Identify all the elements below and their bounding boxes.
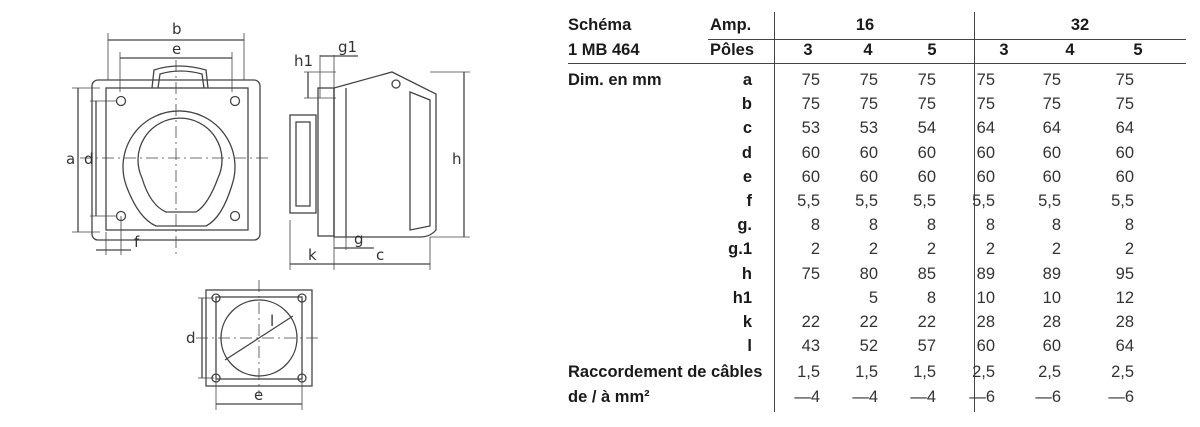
pole-count: 5 [1133,41,1143,59]
table-cell: 64 [1115,119,1134,138]
cutout-dim-label-d: d [186,329,196,347]
cable-max-size: —4 [852,387,878,406]
dim-label-a: a [66,150,76,168]
cable-max-size: —6 [1108,387,1134,406]
table-cell: 60 [859,143,878,162]
cable-min-size: 1,5 [913,363,936,382]
row-key: h [741,264,752,283]
table-cell: 60 [859,167,878,186]
model-number: 1 MB 464 [568,41,640,59]
table-cell: 5,5 [797,192,820,210]
dim-label-f: f [134,233,140,251]
table-cell: 75 [917,95,936,114]
table-cell: 28 [1115,313,1134,331]
front-view [72,33,272,255]
cable-min-size: 1,5 [797,363,820,382]
row-key: a [742,71,752,89]
table-cell: 75 [976,71,995,89]
table-cell: 2 [1124,240,1134,259]
amp-label: Amp. [710,16,752,34]
table-cell: 22 [917,313,936,331]
dim-label-e: e [172,40,182,58]
technical-drawing [0,0,560,427]
table-cell: 75 [1115,71,1134,89]
row-key: g.1 [728,240,752,259]
table-cell: 8 [1124,216,1134,235]
table-cell: 2 [926,240,936,259]
table-cell: 60 [1042,337,1061,356]
cable-max-size: —6 [1035,387,1061,406]
table-cell: 5 [868,288,878,307]
table-cell: 60 [917,143,936,162]
pole-count: 3 [999,41,1009,59]
table-cell: 22 [859,313,878,331]
cables-label-line1: Raccordement de câbles [568,363,763,382]
dim-label-g: g [354,230,364,248]
table-cell: 2 [985,240,995,259]
dim-label-c: c [376,246,385,264]
table-cell: 60 [1042,167,1061,186]
dim-label-h1: h1 [294,52,314,70]
pole-count: 5 [927,41,937,59]
cutout-dim-label-e: e [254,386,264,404]
table-cell: 53 [859,119,878,138]
table-cell: 75 [801,264,820,283]
cable-min-size: 2,5 [972,363,995,382]
table-cell: 80 [859,264,878,283]
row-key: d [741,143,752,162]
table-cell: 60 [1115,143,1134,162]
table-cell: 75 [1042,95,1061,114]
table-cell: 60 [976,337,995,356]
row-key: f [746,192,752,210]
table-cell: 8 [868,216,878,235]
cable-max-size: —6 [969,387,995,406]
cable-max-size: —4 [910,387,936,406]
table-cell: 85 [917,264,936,283]
pole-count: 3 [803,41,813,59]
table-cell: 43 [801,337,820,356]
header-rule-bottom [568,63,1186,64]
row-key: k [742,313,752,331]
dim-label-l: l [270,312,275,330]
table-cell: 8 [926,288,936,307]
dim-label-d: d [84,150,94,168]
table-cell: 60 [801,143,820,162]
side-view [290,55,470,270]
cable-min-size: 2,5 [1038,363,1061,382]
table-cell: 64 [976,119,995,138]
dim-label-g1: g1 [338,38,358,56]
row-key: h1 [732,288,752,307]
table-cell: 89 [976,264,995,283]
pole-count: 4 [863,41,873,59]
schema-label: Schéma [568,16,632,34]
cable-min-size: 1,5 [855,363,878,382]
poles-label: Pôles [710,41,755,59]
table-cell: 60 [1042,143,1061,162]
table-cell: 75 [1115,95,1134,114]
table-cell: 75 [976,95,995,114]
table-cell: 12 [1115,288,1134,307]
table-cell: 75 [917,71,936,89]
cable-min-size: 2,5 [1111,363,1134,382]
table-cell: 5,5 [972,192,995,210]
row-key: g. [737,216,752,235]
dim-label-h: h [452,150,462,168]
table-cell: 8 [1051,216,1061,235]
table-cell: 95 [1115,264,1134,283]
table-cell: 57 [917,337,936,356]
table-cell: 53 [801,119,820,138]
dimension-table [568,12,1186,412]
table-cell: 22 [801,313,820,331]
table-cell: 5,5 [913,192,936,210]
table-cell: 8 [926,216,936,235]
table-cell: 8 [985,216,995,235]
table-cell: 5,5 [855,192,878,210]
row-key: c [742,119,752,138]
cables-label-line2: de / à mm² [568,387,650,406]
dim-label: Dim. en mm [568,71,662,89]
table-cell: 2 [868,240,878,259]
table-cell: 5,5 [1038,192,1061,210]
table-cell: 10 [976,288,995,307]
table-cell: 54 [917,119,936,138]
table-cell: 60 [801,167,820,186]
amp-group-16: 16 [855,16,875,34]
table-cell: 60 [976,143,995,162]
table-cell: 75 [801,71,820,89]
table-cell: 75 [801,95,820,114]
row-key: e [742,167,752,186]
table-cell: 60 [917,167,936,186]
table-cell: 60 [976,167,995,186]
table-cell: 64 [1115,337,1134,356]
table-cell: 2 [1051,240,1061,259]
dim-label-b: b [172,20,182,38]
amp-group-32: 32 [1070,16,1090,34]
table-cell: 60 [1115,167,1134,186]
table-cell: 28 [976,313,995,331]
table-cell: 64 [1042,119,1061,138]
table-cell: 5,5 [1111,192,1134,210]
table-cell: 10 [1042,288,1061,307]
table-cell: 75 [859,71,878,89]
table-cell: 8 [810,216,820,235]
table-cell: 89 [1042,264,1061,283]
table-cell: 75 [1042,71,1061,89]
table-cell: 52 [859,337,878,356]
table-cell: 75 [859,95,878,114]
row-key: b [741,95,752,114]
pole-count: 4 [1065,41,1075,59]
header-rule-top [708,39,1186,40]
table-cell: 28 [1042,313,1061,331]
cable-max-size: —4 [794,387,820,406]
row-key: l [747,337,752,356]
dim-label-k: k [308,246,317,264]
table-cell: 2 [810,240,820,259]
